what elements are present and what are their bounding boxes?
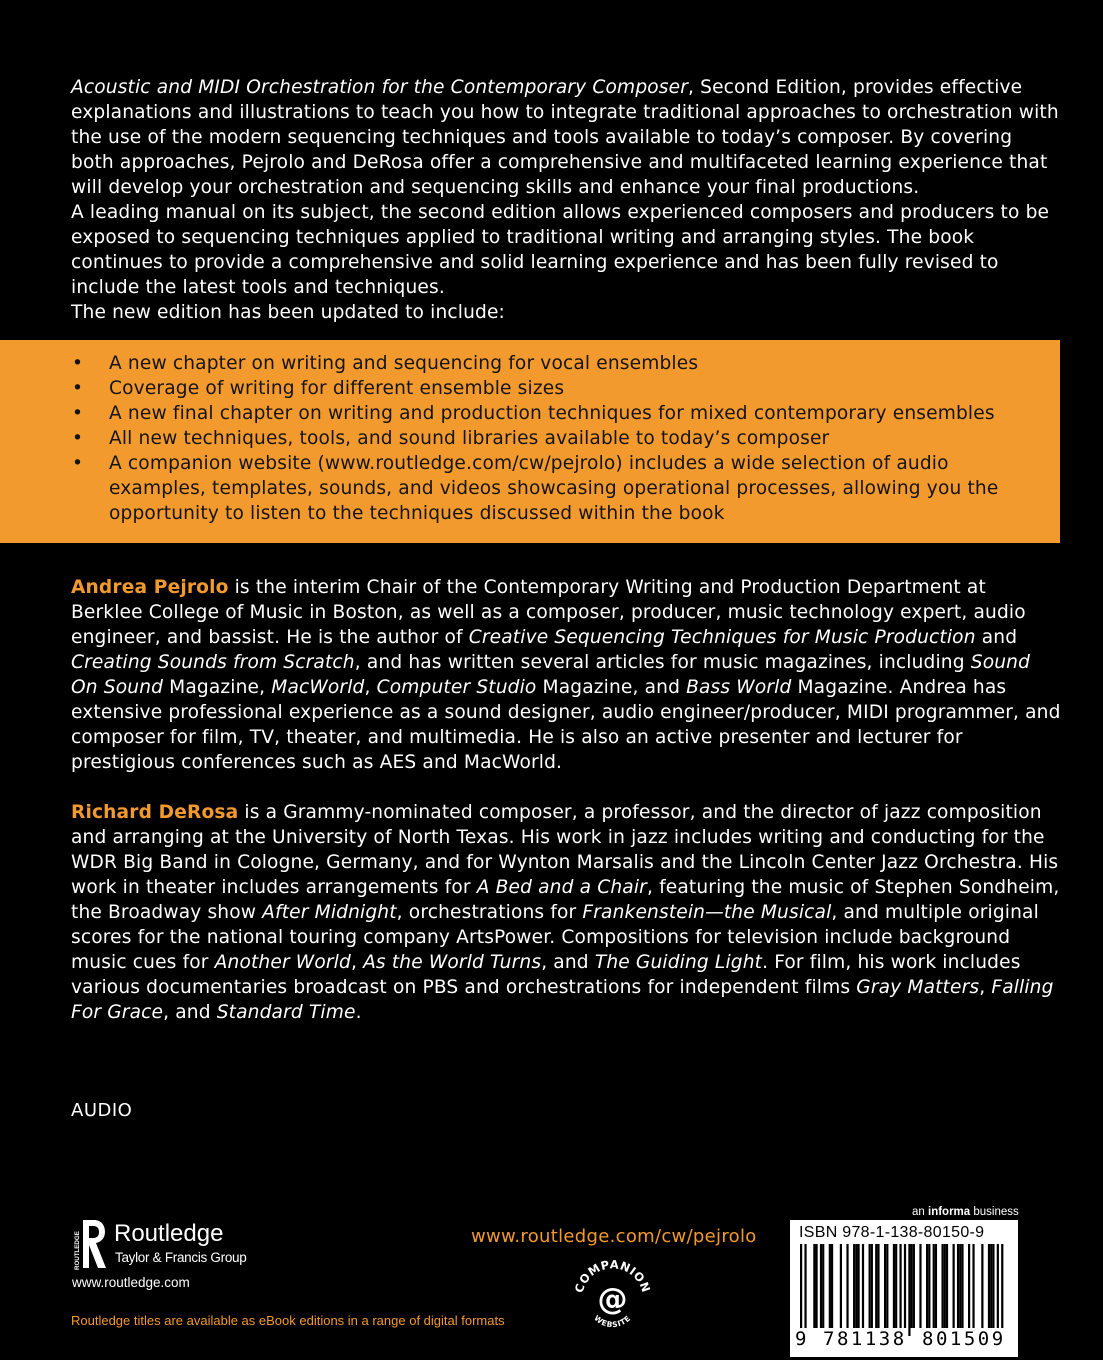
barcode-bar	[869, 1244, 871, 1328]
barcode-bar	[988, 1244, 990, 1328]
companion-website-badge-icon	[570, 1255, 655, 1340]
bullet-icon: •	[72, 378, 84, 399]
list-item: • A companion website (www.routledge.com/cw/pejrolo) includes a wide selection of audio examples, templates, sounds, and videos showcasing operational processes, allowing you the opportunity to listen to the techniques discussed within the book	[72, 453, 999, 524]
book-title: Acoustic and MIDI Orchestration for the Contemporary Composer	[71, 77, 689, 98]
list-item: • Coverage of writing for different ensemble sizes	[72, 378, 565, 399]
routledge-logo-icon	[72, 1218, 106, 1270]
barcode-bar	[944, 1244, 946, 1328]
barcode-bar	[884, 1244, 886, 1328]
author-name: Richard DeRosa	[71, 802, 239, 823]
barcode-bar	[899, 1244, 901, 1336]
description-paragraph-1: Acoustic and MIDI Orchestration for the Contemporary Composer, Second Edition, provides effective explanations and illustrations to teach you how to integrate traditional approaches to orchestration with the use of the modern sequencing techniques and tools available to today’s composer. By covering both approaches, Pejrolo and DeRosa offer a comprehensive and multifaceted learning experience that will develop your orchestration and sequencing skills and enhance your final productions.	[71, 77, 1059, 198]
logo-vertical-text: ROUTLEDGE	[74, 1231, 81, 1270]
subject-category: AUDIO	[71, 1100, 133, 1121]
ebook-note: Routledge titles are available as eBook editions in a range of digital formats	[71, 1313, 505, 1328]
barcode-bar	[946, 1244, 948, 1328]
barcode-bar	[968, 1244, 970, 1328]
isbn-number: ISBN 978-1-138-80150-9	[799, 1224, 985, 1241]
barcode-bar	[911, 1244, 913, 1328]
barcode-bar	[928, 1244, 930, 1328]
barcode-bar	[933, 1244, 935, 1328]
bullet-icon: •	[72, 453, 84, 474]
barcode-bars	[800, 1244, 1010, 1336]
barcode-bar	[992, 1244, 994, 1328]
badge-bottom-text: WEBSITE	[592, 1313, 633, 1330]
companion-url[interactable]: www.routledge.com/cw/pejrolo	[471, 1226, 757, 1247]
barcode-bar	[997, 1244, 999, 1328]
barcode-bar	[959, 1244, 961, 1328]
author-bio-pejrolo: Andrea Pejrolo is the interim Chair of the Contemporary Writing and Production Department at Berklee College of Music in Boston, as well as a composer, producer, music technology expert, audio engineer, and bassist. He is the author of Creative Sequencing Techniques for Music Production and Creating Sounds from Scratch, and has written several articles for music magazines, including Sound On Sound Magazine, MacWorld, Computer Studio Magazine, and Bass World Magazine. Andrea has extensive professional experience as a sound designer, audio engineer/producer, MIDI programmer, and composer for film, TV, theater, and multimedia. He is also an active presenter and lecturer for prestigious conferences such as AES and MacWorld.	[71, 577, 1061, 773]
barcode-bar	[981, 1244, 983, 1328]
publisher-name: Routledge	[114, 1220, 224, 1247]
barcode-bar	[886, 1244, 888, 1328]
barcode-bar	[953, 1244, 955, 1328]
barcode-digits-left: 781138	[823, 1328, 907, 1350]
barcode-bar	[972, 1244, 974, 1328]
barcode-bar	[926, 1244, 928, 1328]
publisher-group: Taylor & Francis Group	[115, 1250, 247, 1265]
barcode-bar	[941, 1244, 943, 1328]
list-item: • All new techniques, tools, and sound libraries available to today’s composer	[72, 428, 830, 449]
author-name: Andrea Pejrolo	[71, 577, 229, 598]
barcode-bar	[813, 1244, 815, 1328]
author-bio-derosa: Richard DeRosa is a Grammy-nominated composer, a professor, and the director of jazz composition and arranging at the University of North Texas. His work in jazz includes writing and conducting for the WDR Big Band in Cologne, Germany, and for Wynton Marsalis and the Lincoln Center Jazz Orchestra. His work in theater includes arrangements for A Bed and a Chair, featuring the music of Stephen Sondheim, the Broadway show After Midnight, orchestrations for Frankenstein—the Musical, and multiple original scores for the national touring company ArtsPower. Compositions for television include background music cues for Another World, As the World Turns, and The Guiding Light. For film, his work includes various documentaries broadcast on PBS and orchestrations for independent films Gray Matters, Falling For Grace, and Standard Time.	[71, 802, 1060, 1023]
barcode-bar	[935, 1244, 937, 1328]
barcode-bar	[990, 1244, 992, 1328]
description-paragraph-3: The new edition has been updated to include:	[71, 302, 505, 323]
barcode-digit-first: 9	[795, 1328, 807, 1350]
list-item: • A new final chapter on writing and production techniques for mixed contemporary ensembles	[72, 403, 995, 424]
at-symbol-icon: @	[597, 1282, 628, 1317]
list-item: • A new chapter on writing and sequencing for vocal ensembles	[72, 353, 699, 374]
informa-tagline: an informa business	[912, 1206, 1019, 1218]
barcode-bar	[862, 1244, 864, 1328]
barcode-bar	[919, 1244, 921, 1328]
barcode-bar	[913, 1244, 915, 1328]
barcode-bar	[877, 1244, 879, 1328]
barcode-bar	[800, 1244, 802, 1336]
barcode-bar	[846, 1244, 848, 1328]
barcode-bar	[895, 1244, 897, 1328]
barcode-bar	[893, 1244, 895, 1328]
bullet-icon: •	[72, 403, 84, 424]
features-list	[72, 351, 1032, 526]
barcode-bar	[820, 1244, 822, 1328]
barcode-bar	[1001, 1244, 1003, 1328]
barcode-bar	[904, 1244, 906, 1336]
barcode-bar	[822, 1244, 824, 1328]
barcode-bar	[908, 1244, 910, 1336]
barcode-digits	[794, 1328, 1016, 1356]
badge-top-text: COMPANION	[571, 1257, 654, 1295]
description-paragraph-2: A leading manual on its subject, the second edition allows experienced composers and producers to be exposed to sequencing techniques applied to traditional writing and arranging styles. The book continues to provide a comprehensive and solid learning experience and has been fully revised to include the latest tools and techniques.	[71, 202, 1050, 298]
barcode-bar	[871, 1244, 873, 1328]
barcode-bar	[804, 1244, 806, 1336]
barcode-bar	[831, 1244, 833, 1328]
barcode-bar	[815, 1244, 817, 1328]
barcode-bar	[855, 1244, 857, 1328]
barcode-digits-right: 801509	[922, 1328, 1006, 1350]
publisher-url[interactable]: www.routledge.com	[72, 1275, 190, 1290]
features-band	[0, 340, 1060, 543]
barcode-bar	[961, 1244, 963, 1328]
barcode-bar	[957, 1244, 959, 1328]
barcode-bar	[857, 1244, 859, 1328]
description	[71, 75, 1061, 325]
bullet-icon: •	[72, 353, 84, 374]
barcode-bar	[829, 1244, 831, 1328]
barcode-bar	[875, 1244, 877, 1328]
barcode-bar	[840, 1244, 842, 1328]
barcode-bar	[853, 1244, 855, 1328]
bullet-icon: •	[72, 428, 84, 449]
isbn-barcode	[790, 1220, 1018, 1357]
